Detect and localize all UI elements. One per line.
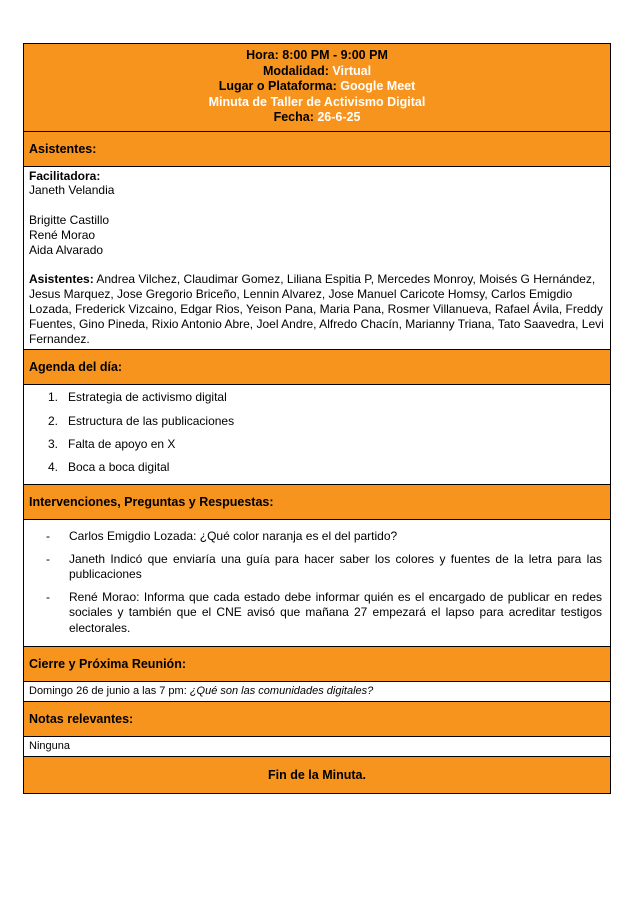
- fecha-line: [24, 110, 610, 126]
- bullet-dash: -: [46, 528, 50, 543]
- intervencion-item: [32, 552, 602, 582]
- agenda-item-text: Boca a boca digital: [68, 460, 170, 475]
- agenda-item-number: 4.: [48, 460, 59, 475]
- modalidad-value: Virtual: [332, 63, 372, 78]
- section-cierre-title: Cierre y Próxima Reunión:: [24, 647, 610, 682]
- document-title: Minuta de Taller de Activismo Digital: [208, 94, 426, 109]
- intervenciones-list: [24, 520, 610, 647]
- footer-end: Fin de la Minuta.: [24, 757, 610, 793]
- cierre-topic: ¿Qué son las comunidades digitales?: [189, 684, 374, 697]
- agenda-item-text: Estructura de las publicaciones: [68, 413, 235, 428]
- section-notas-title: Notas relevantes:: [24, 702, 610, 737]
- bullet-dash: -: [46, 590, 50, 605]
- intervencion-text: Janeth Indicó que enviaría una guía para hacer saber los colores y fuentes de la letra para las publicaciones: [69, 551, 602, 582]
- agenda-item: [24, 410, 610, 433]
- section-intervenciones-title: Intervenciones, Preguntas y Respuestas:: [24, 485, 610, 520]
- agenda-item-number: 3.: [48, 437, 59, 452]
- hora-line: [24, 48, 610, 64]
- lugar-line: [24, 79, 610, 95]
- header-block: [24, 44, 610, 132]
- intervencion-item: [32, 590, 602, 636]
- fecha-value: 26-6-25: [317, 110, 361, 124]
- agenda-item: [24, 456, 610, 479]
- intervencion-text: René Morao: Informa que cada estado debe informar quién es el encargado de publicar en redes sociales y también que el CNE avisó que mañana 27 empezará el lapso para acreditar testigos electorales.: [69, 590, 602, 635]
- asistentes-label: Asistentes:: [29, 272, 94, 287]
- agenda-list: [24, 385, 610, 484]
- agenda-item-text: Estrategia de activismo digital: [68, 390, 227, 405]
- fecha-label: Fecha:: [273, 110, 314, 124]
- modalidad-line: [24, 64, 610, 80]
- other-attendee: Brigitte Castillo: [29, 213, 110, 228]
- asistentes-body: [24, 167, 610, 351]
- section-agenda-title: Agenda del día:: [24, 350, 610, 385]
- agenda-item: [24, 386, 610, 409]
- section-asistentes-title: Asistentes:: [24, 132, 610, 167]
- facilitadora-name: Janeth Velandia: [29, 183, 115, 198]
- minuta-document: [23, 43, 611, 794]
- modalidad-label: Modalidad:: [262, 63, 329, 78]
- other-attendee: René Morao: [29, 227, 96, 242]
- lugar-value: Google Meet: [340, 79, 416, 93]
- agenda-item-number: 1.: [48, 390, 59, 405]
- hora-value: 8:00 PM - 9:00 PM: [282, 48, 388, 62]
- other-attendee: Aida Alvarado: [29, 242, 104, 257]
- agenda-item-number: 2.: [48, 413, 59, 428]
- asistentes-paragraph: [29, 272, 605, 346]
- asistentes-list: Andrea Vilchez, Claudimar Gomez, Liliana Espitia P, Mercedes Monroy, Moisés G Hernández, Jesus Marquez, Jose Gregorio Briceño, Lennin Alvarez, Jose Manuel Caricote Homsy, Carlos Emigdio Lozada, Frederick Vizcaino, Edgar Rios, Yeison Pana, Maria Pana, Rosmer Villanueva, Rafael Ávila, Freddy Fuentes, Gino Pineda, Rixio Antonio Abre, Joel Andre, Alfredo Chacín, Marianny Triana, Tato Saavedra, Levi Fernandez.: [29, 272, 604, 346]
- lugar-label: Lugar o Plataforma:: [218, 79, 337, 93]
- cierre-body: [24, 682, 610, 702]
- intervencion-text: Carlos Emigdio Lozada: ¿Qué color naranja es el del partido?: [69, 528, 398, 543]
- intervencion-item: [32, 529, 602, 544]
- facilitadora-label: Facilitadora:: [29, 168, 101, 183]
- hora-label: Hora:: [246, 48, 279, 62]
- agenda-item-text: Falta de apoyo en X: [68, 437, 176, 452]
- agenda-item: [24, 433, 610, 456]
- bullet-dash: -: [46, 551, 50, 566]
- notas-body: Ninguna: [24, 737, 610, 757]
- cierre-text: Domingo 26 de junio a las 7 pm:: [29, 684, 187, 697]
